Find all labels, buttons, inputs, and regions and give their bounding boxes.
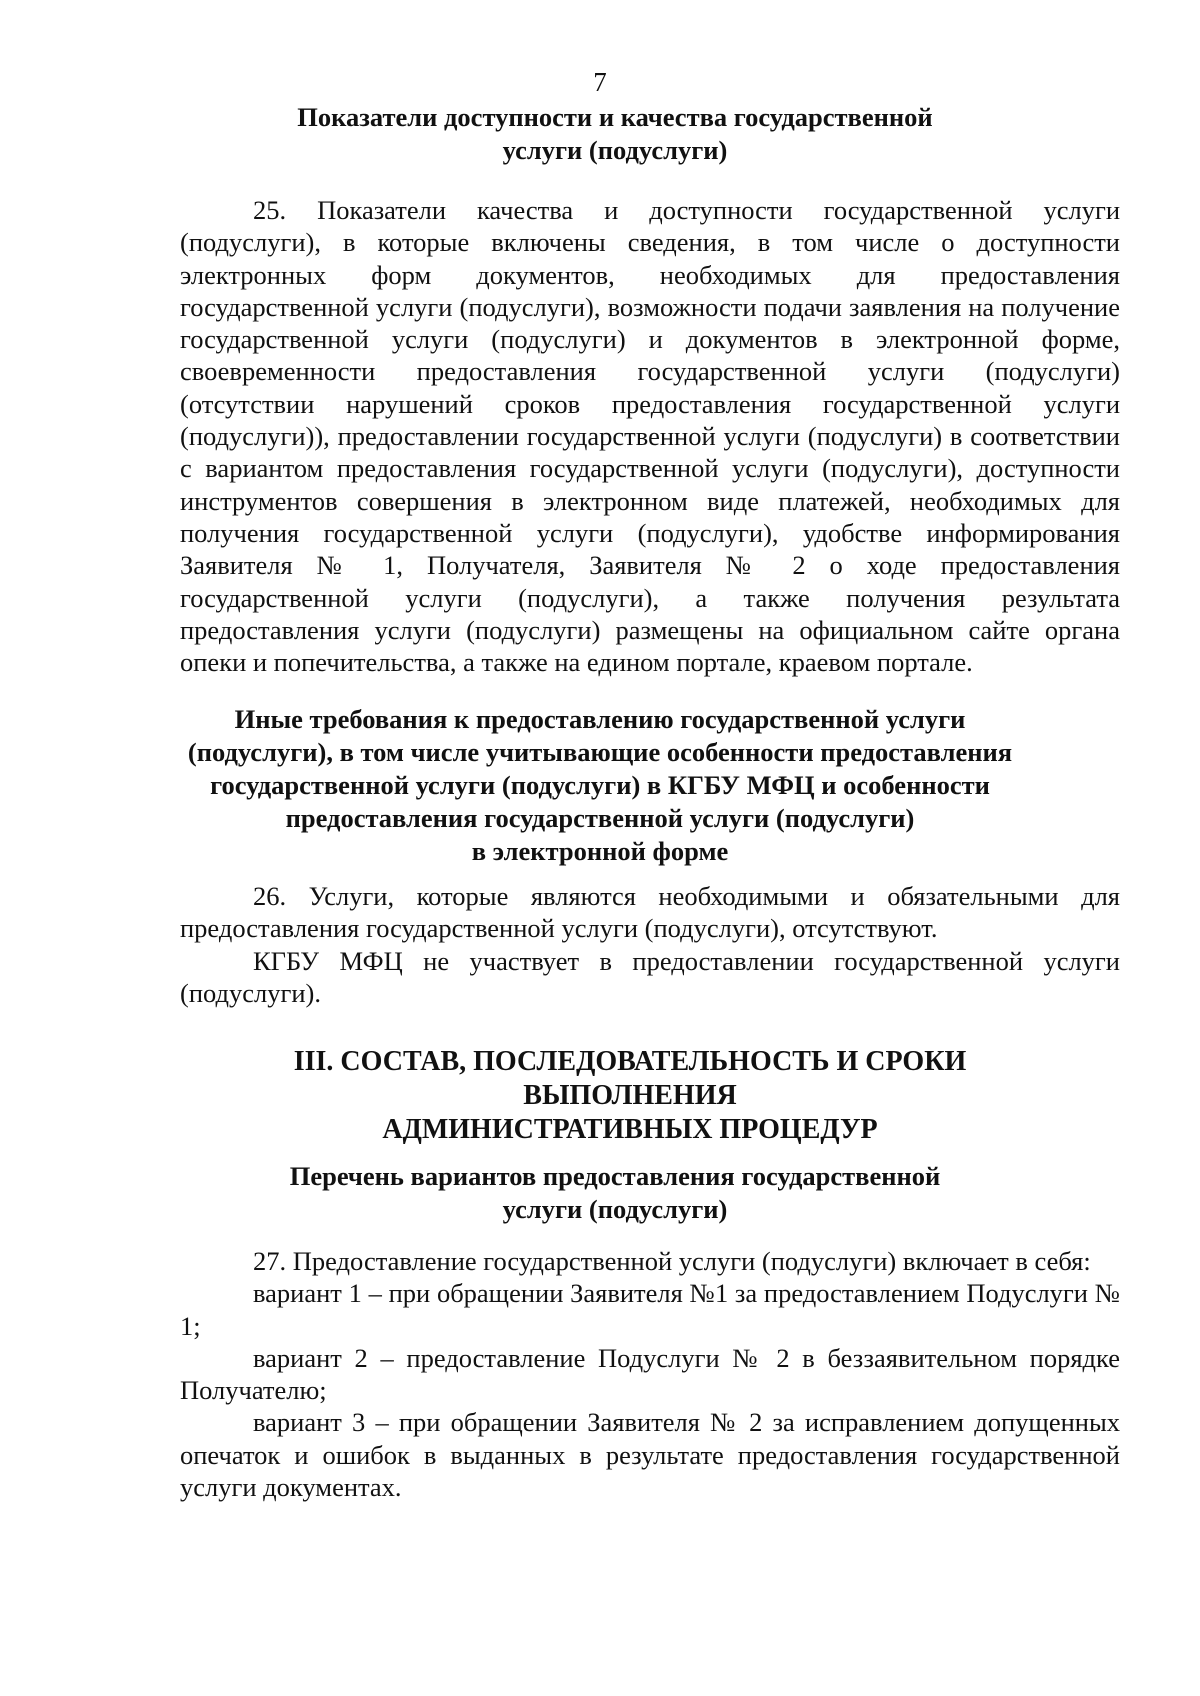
section-title-line: ВЫПОЛНЕНИЯ: [523, 1080, 737, 1111]
paragraph-27-block: [180, 1245, 1120, 1503]
section-iii-title: [0, 1045, 1200, 1147]
heading-line: государственной услуги (подуслуги) в КГБУ МФЦ и особенности: [210, 770, 990, 800]
heading-variants-list: [0, 1160, 1200, 1226]
paragraph-27: 27. Предоставление государственной услуги (подуслуги) включает в себя:: [253, 1246, 1091, 1276]
paragraph-26-block: [180, 880, 1120, 1009]
section-title-line: III. СОСТАВ, ПОСЛЕДОВАТЕЛЬНОСТЬ И СРОКИ: [293, 1046, 967, 1077]
heading-other-requirements: [0, 703, 1200, 868]
paragraph-26a: 26. Услуги, которые являются необходимыми и обязательными для предоставления государственной услуги (подуслуги), отсутствуют.: [180, 881, 1120, 944]
heading-line: в электронной форме: [471, 836, 729, 866]
heading-line: предоставления государственной услуги (подуслуги): [285, 803, 915, 833]
variant-1: вариант 1 – при обращении Заявителя №1 за предоставлением Подуслуги № 1;: [180, 1278, 1120, 1341]
section-title-line: АДМИНИСТРАТИВНЫХ ПРОЦЕДУР: [382, 1114, 878, 1145]
heading-line: Иные требования к предоставлению государственной услуги: [234, 704, 966, 734]
heading-accessibility-indicators: [0, 101, 1200, 167]
variant-2: вариант 2 – предоставление Подуслуги № 2 в беззаявительном порядке Получателю;: [180, 1342, 1120, 1406]
heading-line: Перечень вариантов предоставления государственной: [289, 1161, 941, 1191]
page-number: 7: [593, 67, 607, 97]
heading-line: (подуслуги), в том числе учитывающие особенности предоставления: [187, 737, 1013, 767]
variant-3: вариант 3 – при обращении Заявителя № 2 за исправлением допущенных опечаток и ошибок в выданных в результате предоставления государственной услуги документах.: [180, 1407, 1120, 1503]
paragraph-26b: КГБУ МФЦ не участвует в предоставлении государственной услуги (подуслуги).: [180, 945, 1120, 1008]
heading-line: Показатели доступности и качества государственной: [297, 102, 933, 132]
heading-line: услуги (подуслуги): [502, 135, 728, 165]
heading-line: услуги (подуслуги): [502, 1194, 728, 1224]
paragraph-25: 25. Показатели качества и доступности государственной услуги (подуслуги), в которые включены сведения, в том числе о доступности электронных форм документов, необходимых для предоставления государственной услуги (подуслуги), возможности подачи заявления на получение государственной услуги (подуслуги) и документов в электронной форме, своевременности предоставления государственной услуги (подуслуги) (отсутствии нарушений сроков предоставления государственной услуги (подуслуги)), предоставлении государственной услуги (подуслуги) в соответствии с вариантом предоставления государственной услуги (подуслуги), доступности инструментов совершения в электронном виде платежей, необходимых для получения государственной услуги (подуслуги), удобстве информирования Заявителя № 1, Получателя, Заявителя № 2 о ходе предоставления государственной услуги (подуслуги), а также получения результата предоставления услуги (подуслуги) размещены на официальном сайте органа опеки и попечительства, а также на едином портале, краевом портале.: [180, 195, 1120, 678]
paragraph-25-block: [180, 194, 1120, 678]
